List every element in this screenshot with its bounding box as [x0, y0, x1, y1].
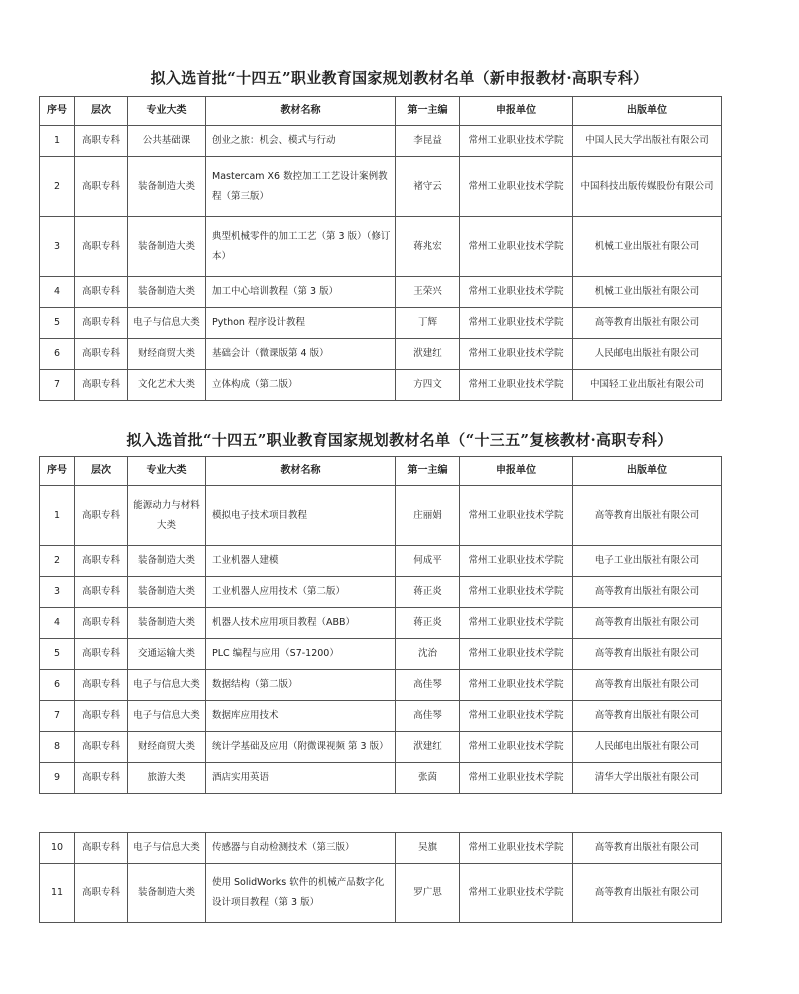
cell-applicant: 常州工业职业技术学院	[460, 763, 573, 794]
header-textbook-name: 教材名称	[206, 457, 396, 486]
header-category: 专业大类	[128, 457, 206, 486]
cell-applicant: 常州工业职业技术学院	[460, 546, 573, 577]
cell-textbook-name: 立体构成（第二版）	[206, 370, 396, 401]
cell-no: 7	[40, 701, 75, 732]
section1-title: 拟入选首批“十四五”职业教育国家规划教材名单（新申报教材·高职专科）	[150, 69, 649, 87]
cell-textbook-name: 模拟电子技术项目教程	[206, 486, 396, 546]
cell-textbook-name: 数据库应用技术	[206, 701, 396, 732]
cell-chief-editor: 吴旗	[396, 833, 460, 864]
cell-chief-editor: 张茵	[396, 763, 460, 794]
cell-no: 2	[40, 546, 75, 577]
cell-chief-editor: 罗广思	[396, 864, 460, 923]
table-row	[40, 833, 722, 864]
cell-no: 4	[40, 608, 75, 639]
cell-category: 财经商贸大类	[128, 732, 206, 763]
table-row	[40, 763, 722, 794]
cell-textbook-name: 数据结构（第二版）	[206, 670, 396, 701]
cell-chief-editor: 高佳琴	[396, 701, 460, 732]
table-row	[40, 339, 722, 370]
new-textbooks-table	[39, 96, 722, 401]
cell-publisher: 电子工业出版社有限公司	[573, 546, 722, 577]
table-row	[40, 701, 722, 732]
table-row	[40, 308, 722, 339]
cell-applicant: 常州工业职业技术学院	[460, 670, 573, 701]
cell-category: 财经商贸大类	[128, 339, 206, 370]
cell-publisher: 中国科技出版传媒股份有限公司	[573, 157, 722, 217]
cell-no: 9	[40, 763, 75, 794]
cell-textbook-name: 机器人技术应用项目教程（ABB）	[206, 608, 396, 639]
cell-publisher: 高等教育出版社有限公司	[573, 670, 722, 701]
cell-no: 11	[40, 864, 75, 923]
cell-publisher: 高等教育出版社有限公司	[573, 833, 722, 864]
cell-publisher: 人民邮电出版社有限公司	[573, 339, 722, 370]
cell-no: 5	[40, 308, 75, 339]
cell-chief-editor: 蒋兆宏	[396, 217, 460, 277]
cell-level: 高职专科	[75, 701, 128, 732]
cell-chief-editor: 褚守云	[396, 157, 460, 217]
cell-publisher: 中国轻工业出版社有限公司	[573, 370, 722, 401]
cell-no: 6	[40, 670, 75, 701]
cell-category: 电子与信息大类	[128, 833, 206, 864]
cell-level: 高职专科	[75, 126, 128, 157]
cell-applicant: 常州工业职业技术学院	[460, 833, 573, 864]
cell-chief-editor: 蒋正炎	[396, 608, 460, 639]
cell-category: 装备制造大类	[128, 157, 206, 217]
cell-publisher: 高等教育出版社有限公司	[573, 608, 722, 639]
cell-applicant: 常州工业职业技术学院	[460, 339, 573, 370]
header-chief-editor: 第一主编	[396, 457, 460, 486]
cell-no: 2	[40, 157, 75, 217]
cell-applicant: 常州工业职业技术学院	[460, 732, 573, 763]
review-textbooks-table	[39, 456, 722, 794]
cell-no: 1	[40, 486, 75, 546]
cell-textbook-name: Mastercam X6 数控加工工艺设计案例教程（第三版）	[206, 157, 396, 217]
cell-publisher: 清华大学出版社有限公司	[573, 763, 722, 794]
header-no: 序号	[40, 457, 75, 486]
cell-applicant: 常州工业职业技术学院	[460, 701, 573, 732]
cell-no: 1	[40, 126, 75, 157]
cell-chief-editor: 庄丽娟	[396, 486, 460, 546]
cell-applicant: 常州工业职业技术学院	[460, 126, 573, 157]
table-row	[40, 864, 722, 923]
cell-textbook-name: 传感器与自动检测技术（第三版）	[206, 833, 396, 864]
cell-level: 高职专科	[75, 277, 128, 308]
cell-chief-editor: 洑建红	[396, 732, 460, 763]
table-row	[40, 217, 722, 277]
header-publisher: 出版单位	[573, 97, 722, 126]
cell-category: 装备制造大类	[128, 217, 206, 277]
table-row	[40, 486, 722, 546]
header-applicant: 申报单位	[460, 97, 573, 126]
cell-textbook-name: 工业机器人应用技术（第二版）	[206, 577, 396, 608]
cell-applicant: 常州工业职业技术学院	[460, 639, 573, 670]
cell-category: 公共基础课	[128, 126, 206, 157]
cell-category: 装备制造大类	[128, 608, 206, 639]
table-row	[40, 577, 722, 608]
header-level: 层次	[75, 457, 128, 486]
cell-no: 8	[40, 732, 75, 763]
cell-publisher: 高等教育出版社有限公司	[573, 639, 722, 670]
cell-publisher: 机械工业出版社有限公司	[573, 277, 722, 308]
cell-textbook-name: Python 程序设计教程	[206, 308, 396, 339]
cell-publisher: 中国人民大学出版社有限公司	[573, 126, 722, 157]
cell-category: 装备制造大类	[128, 546, 206, 577]
cell-level: 高职专科	[75, 763, 128, 794]
cell-textbook-name: 创业之旅：机会、模式与行动	[206, 126, 396, 157]
cell-no: 10	[40, 833, 75, 864]
cell-textbook-name: 统计学基础及应用（附微课视频 第 3 版）	[206, 732, 396, 763]
cell-level: 高职专科	[75, 217, 128, 277]
cell-level: 高职专科	[75, 370, 128, 401]
cell-publisher: 高等教育出版社有限公司	[573, 701, 722, 732]
cell-chief-editor: 丁辉	[396, 308, 460, 339]
cell-category: 文化艺术大类	[128, 370, 206, 401]
cell-level: 高职专科	[75, 486, 128, 546]
header-publisher: 出版单位	[573, 457, 722, 486]
cell-level: 高职专科	[75, 308, 128, 339]
cell-category: 交通运输大类	[128, 639, 206, 670]
cell-applicant: 常州工业职业技术学院	[460, 277, 573, 308]
review-textbooks-table-continued	[39, 832, 722, 923]
cell-level: 高职专科	[75, 608, 128, 639]
cell-publisher: 高等教育出版社有限公司	[573, 486, 722, 546]
cell-chief-editor: 李昆益	[396, 126, 460, 157]
cell-chief-editor: 洑建红	[396, 339, 460, 370]
cell-publisher: 机械工业出版社有限公司	[573, 217, 722, 277]
cell-applicant: 常州工业职业技术学院	[460, 157, 573, 217]
header-applicant: 申报单位	[460, 457, 573, 486]
cell-category: 旅游大类	[128, 763, 206, 794]
cell-applicant: 常州工业职业技术学院	[460, 577, 573, 608]
cell-publisher: 高等教育出版社有限公司	[573, 308, 722, 339]
cell-category: 电子与信息大类	[128, 701, 206, 732]
cell-category: 装备制造大类	[128, 864, 206, 923]
cell-applicant: 常州工业职业技术学院	[460, 608, 573, 639]
cell-chief-editor: 蒋正炎	[396, 577, 460, 608]
cell-textbook-name: PLC 编程与应用（S7-1200）	[206, 639, 396, 670]
cell-textbook-name: 使用 SolidWorks 软件的机械产品数字化设计项目教程（第 3 版）	[206, 864, 396, 923]
cell-category: 装备制造大类	[128, 277, 206, 308]
cell-level: 高职专科	[75, 577, 128, 608]
cell-applicant: 常州工业职业技术学院	[460, 864, 573, 923]
table-row	[40, 608, 722, 639]
cell-level: 高职专科	[75, 546, 128, 577]
cell-no: 6	[40, 339, 75, 370]
cell-no: 3	[40, 217, 75, 277]
header-chief-editor: 第一主编	[396, 97, 460, 126]
cell-level: 高职专科	[75, 670, 128, 701]
cell-applicant: 常州工业职业技术学院	[460, 217, 573, 277]
cell-no: 4	[40, 277, 75, 308]
cell-chief-editor: 方四文	[396, 370, 460, 401]
cell-chief-editor: 王荣兴	[396, 277, 460, 308]
table-row	[40, 157, 722, 217]
header-textbook-name: 教材名称	[206, 97, 396, 126]
cell-level: 高职专科	[75, 157, 128, 217]
table-row	[40, 370, 722, 401]
cell-textbook-name: 典型机械零件的加工工艺（第 3 版）（修订本）	[206, 217, 396, 277]
cell-level: 高职专科	[75, 732, 128, 763]
table-row	[40, 277, 722, 308]
cell-publisher: 高等教育出版社有限公司	[573, 577, 722, 608]
table-row	[40, 670, 722, 701]
cell-level: 高职专科	[75, 833, 128, 864]
cell-chief-editor: 沈治	[396, 639, 460, 670]
table-row	[40, 732, 722, 763]
cell-category: 装备制造大类	[128, 577, 206, 608]
table-header-row	[40, 97, 722, 126]
cell-level: 高职专科	[75, 339, 128, 370]
cell-textbook-name: 基础会计（微课版第 4 版）	[206, 339, 396, 370]
cell-chief-editor: 何成平	[396, 546, 460, 577]
cell-category: 能源动力与材料大类	[128, 486, 206, 546]
cell-textbook-name: 工业机器人建模	[206, 546, 396, 577]
section2-title: 拟入选首批“十四五”职业教育国家规划教材名单（“十三五”复核教材·高职专科）	[126, 431, 673, 449]
cell-publisher: 人民邮电出版社有限公司	[573, 732, 722, 763]
table-row	[40, 126, 722, 157]
cell-no: 7	[40, 370, 75, 401]
cell-textbook-name: 加工中心培训教程（第 3 版）	[206, 277, 396, 308]
table-row	[40, 639, 722, 670]
table-row	[40, 546, 722, 577]
cell-applicant: 常州工业职业技术学院	[460, 370, 573, 401]
cell-category: 电子与信息大类	[128, 670, 206, 701]
cell-no: 3	[40, 577, 75, 608]
header-no: 序号	[40, 97, 75, 126]
cell-applicant: 常州工业职业技术学院	[460, 486, 573, 546]
header-level: 层次	[75, 97, 128, 126]
cell-textbook-name: 酒店实用英语	[206, 763, 396, 794]
cell-level: 高职专科	[75, 864, 128, 923]
cell-no: 5	[40, 639, 75, 670]
cell-chief-editor: 高佳琴	[396, 670, 460, 701]
table-header-row	[40, 457, 722, 486]
header-category: 专业大类	[128, 97, 206, 126]
cell-publisher: 高等教育出版社有限公司	[573, 864, 722, 923]
cell-applicant: 常州工业职业技术学院	[460, 308, 573, 339]
cell-level: 高职专科	[75, 639, 128, 670]
cell-category: 电子与信息大类	[128, 308, 206, 339]
